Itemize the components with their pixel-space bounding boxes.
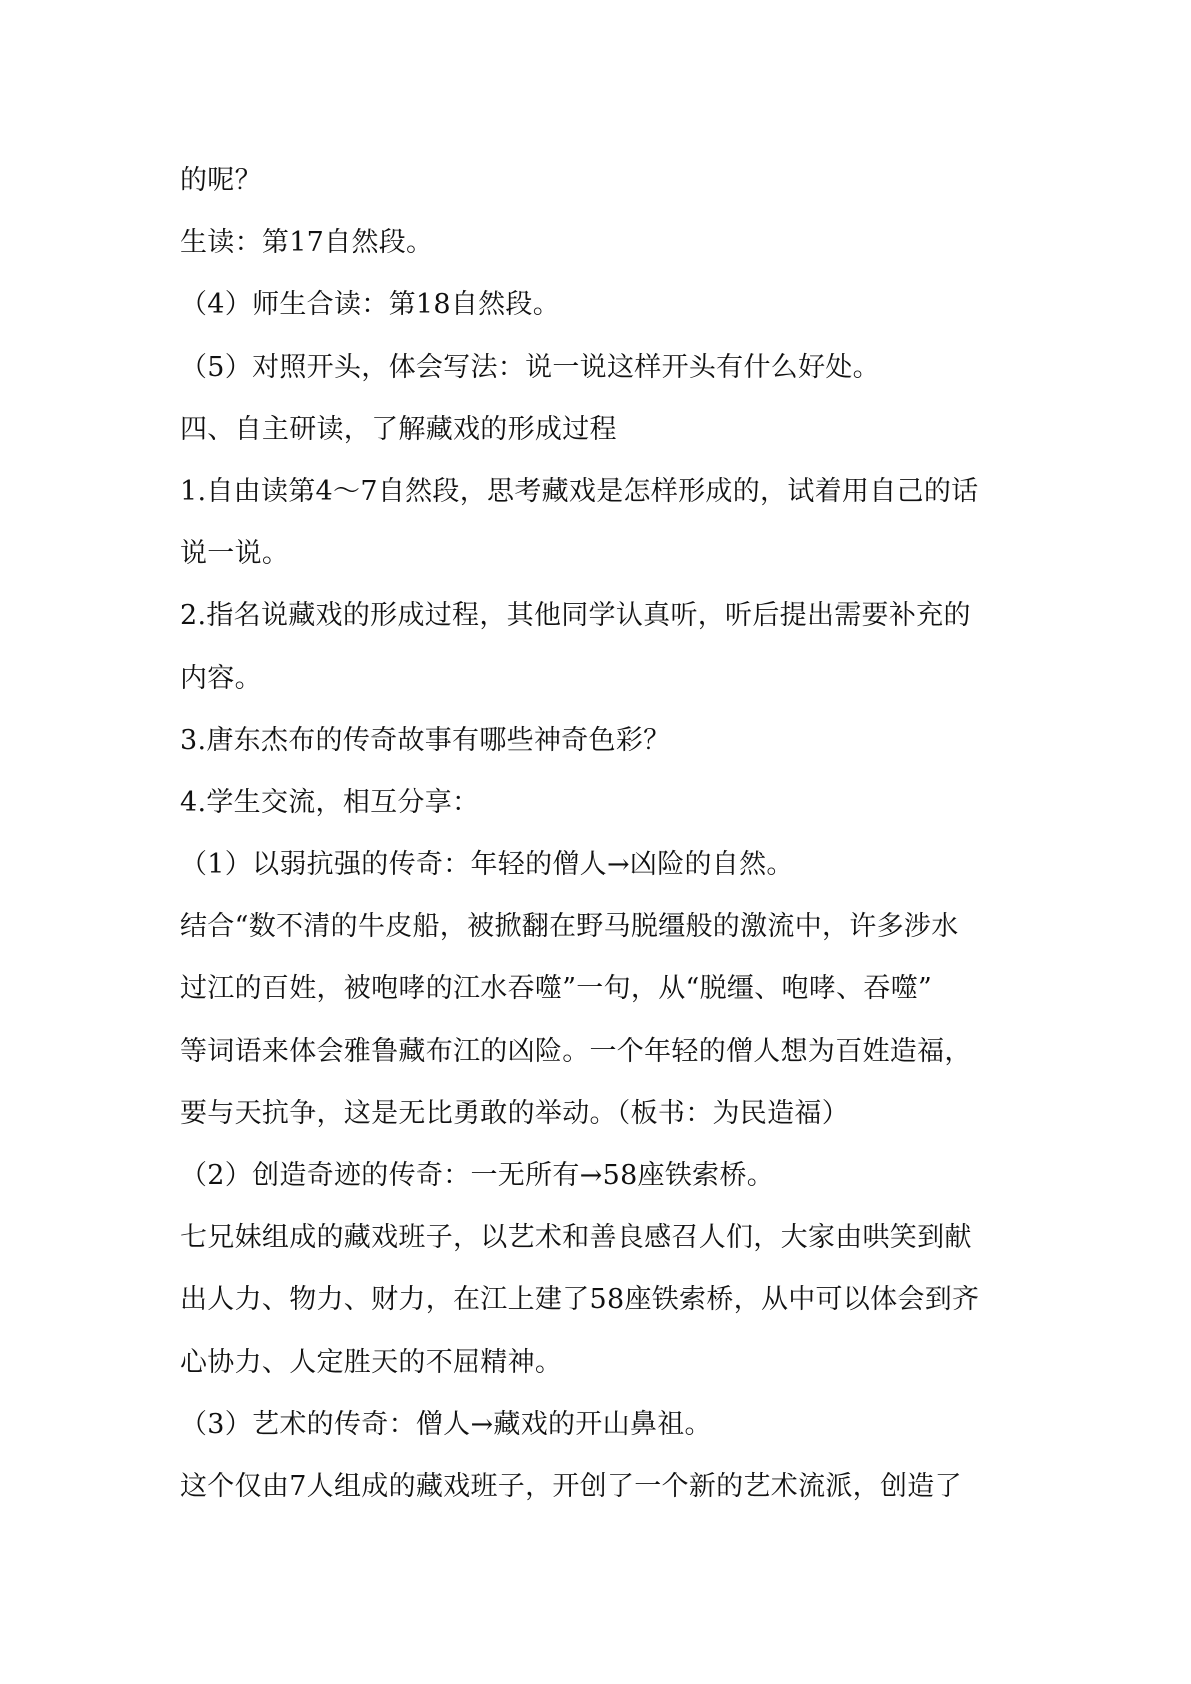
text-line-paragraph-2c: 心协力、人定胜天的不屈精神。 [180,1346,563,1378]
text-line-step-5: （5）对照开头，体会写法：说一说这样开头有什么好处。 [180,351,880,383]
text-line-paragraph-2b: 出人力、物力、财力，在江上建了58座铁索桥，从中可以体会到齐 [180,1284,980,1316]
text-line-item-3: 3.唐东杰布的传奇故事有哪些神奇色彩？ [180,724,671,756]
text-line-continuation: 的呢？ [180,165,262,196]
text-line-student-reading: 生读：第17自然段。 [180,227,434,259]
text-line-sub-2: （2）创造奇迹的传奇：一无所有→58座铁索桥。 [180,1160,775,1191]
document-body [180,163,1020,1531]
section-heading: 四、自主研读，了解藏戏的形成过程 [180,413,617,445]
text-line-paragraph-2a: 七兄妹组成的藏戏班子，以艺术和善良感召人们，大家由哄笑到献 [180,1222,972,1254]
text-line-paragraph-1d: 要与天抗争，这是无比勇敢的举动。（板书：为民造福） [180,1097,849,1129]
text-line-paragraph-1c: 等词语来体会雅鲁藏布江的凶险。一个年轻的僧人想为百姓造福， [180,1035,972,1067]
text-line-step-4: （4）师生合读：第18自然段。 [180,289,561,321]
text-line-paragraph-3a: 这个仅由7人组成的藏戏班子，开创了一个新的艺术流派，创造了 [180,1470,962,1502]
text-line-item-4: 4.学生交流，相互分享： [180,786,480,818]
text-line-item-1: 1.自由读第4～7自然段，思考藏戏是怎样形成的，试着用自己的话 [180,475,979,507]
text-line-sub-1: （1）以弱抗强的传奇：年轻的僧人→凶险的自然。 [180,849,794,881]
text-line-item-2-cont: 内容。 [180,662,262,694]
text-line-paragraph-1b: 过江的百姓，被咆哮的江水吞噬”一句，从“脱缰、咆哮、吞噬” [180,973,933,1005]
text-line-item-2: 2.指名说藏戏的形成过程，其他同学认真听，听后提出需要补充的 [180,600,971,632]
text-line-paragraph-1a: 结合“数不清的牛皮船，被掀翻在野马脱缰般的激流中，许多涉水 [180,911,959,943]
text-line-sub-3: （3）艺术的传奇：僧人→藏戏的开山鼻祖。 [180,1408,712,1440]
text-line-item-1-cont: 说一说。 [180,538,290,570]
